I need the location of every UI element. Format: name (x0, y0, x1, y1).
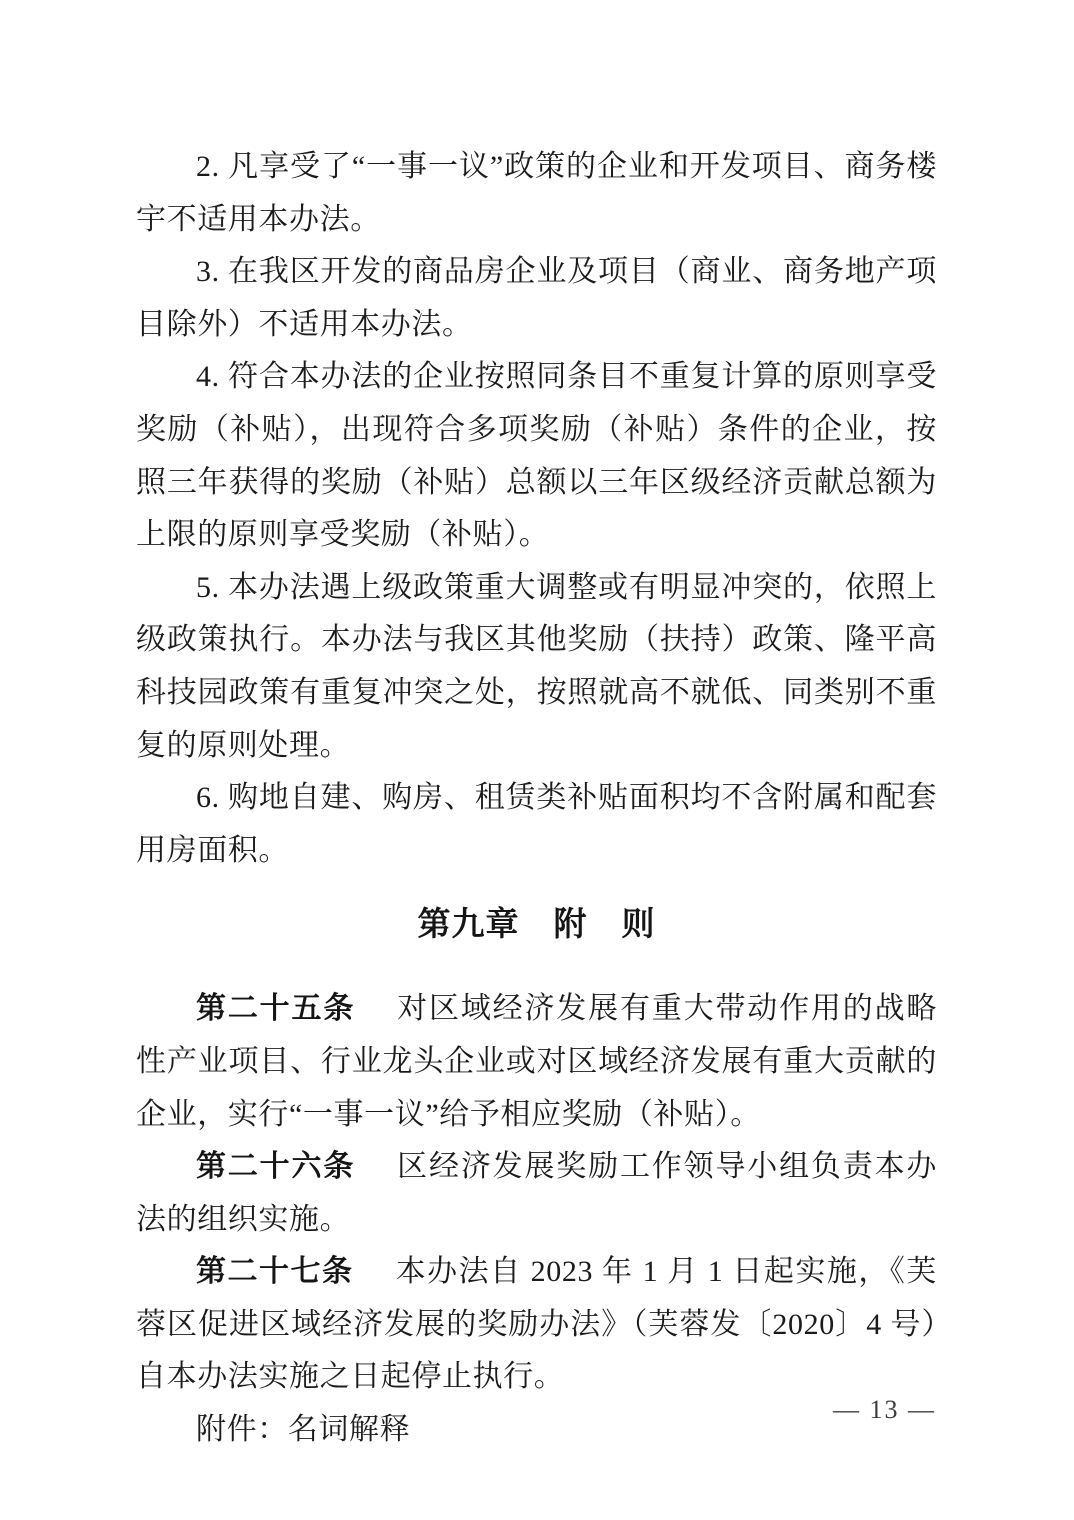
article-27-text: 本办法自 2023 年 1 月 1 日起实施，《芙蓉区促进区域经济发展的奖励办法》（芙蓉发〔2020〕4 号）自本办法实施之日起停止执行。 (136, 1255, 938, 1394)
article-26-text: 区经济发展奖励工作领导小组负责本办法的组织实施。 (136, 1150, 938, 1236)
article-26-paragraph (136, 1141, 937, 1246)
article-25-number: 第二十五条 (196, 992, 356, 1026)
attachment-line: 附件：名词解释 (196, 1413, 411, 1447)
clause-paragraph-4: 4. 符合本办法的企业按照同条目不重复计算的原则享受奖励（补贴），出现符合多项奖励（补贴）条件的企业，按照三年获得的奖励（补贴）总额以三年区级经济贡献总额为上限的原则享受奖励（补贴）。 (136, 360, 937, 552)
article-25-text: 对区域经济发展有重大带动作用的战略性产业项目、行业龙头企业或对区域经济发展有重大贡献的企业，实行“一事一议”给予相应奖励（补贴）。 (136, 992, 938, 1131)
article-26-number: 第二十六条 (196, 1150, 356, 1184)
chapter-heading: 第九章 附 则 (417, 905, 656, 943)
clause-paragraph-3: 3. 在我区开发的商品房企业及项目（商业、商务地产项目除外）不适用本办法。 (136, 255, 937, 341)
clause-paragraph-6: 6. 购地自建、购房、租赁类补贴面积均不含附属和配套用房面积。 (136, 781, 937, 867)
article-27-number: 第二十七条 (196, 1255, 354, 1289)
clause-paragraph-5: 5. 本办法遇上级政策重大调整或有明显冲突的，依照上级政策执行。本办法与我区其他奖励（扶持）政策、隆平高科技园政策有重复冲突之处，按照就高不就低、同类别不重复的原则处理。 (136, 570, 937, 762)
page-number: — 13 — (833, 1395, 936, 1424)
article-25-paragraph (136, 983, 937, 1141)
clause-paragraph-2: 2. 凡享受了“一事一议”政策的企业和开发项目、商务楼宇不适用本办法。 (136, 150, 937, 236)
document-body (136, 141, 937, 1457)
article-27-paragraph (136, 1246, 937, 1404)
